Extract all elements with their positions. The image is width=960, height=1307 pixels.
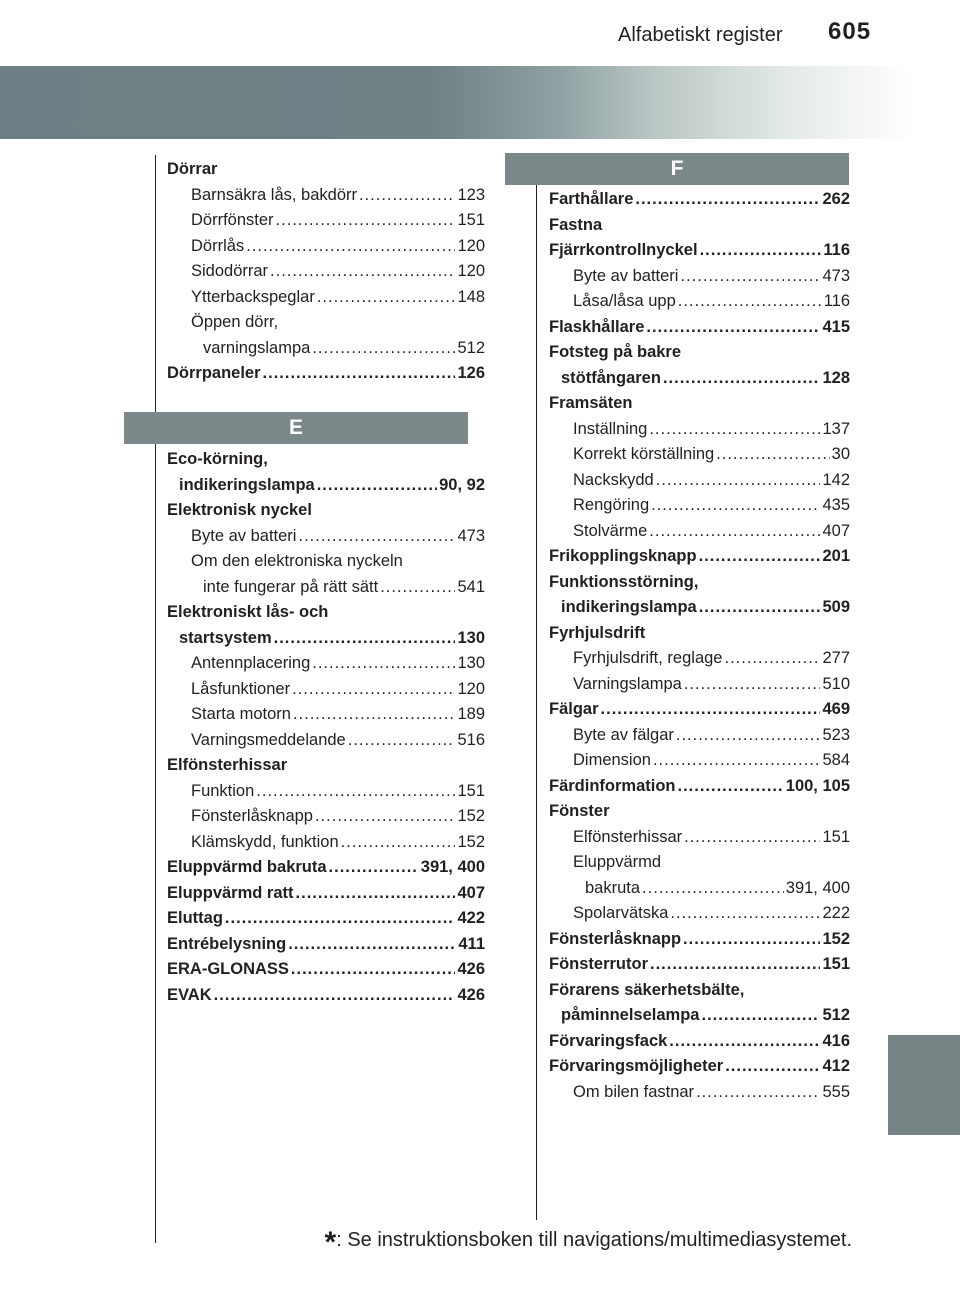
- entry-label: Låsa/låsa upp: [573, 292, 676, 310]
- index-entry: [549, 774, 850, 800]
- index-entry: [167, 234, 485, 260]
- leader-dots: [270, 259, 455, 285]
- index-entry: [167, 285, 485, 311]
- entry-page-number[interactable]: 130: [457, 628, 485, 647]
- index-column-right: [549, 187, 850, 1105]
- entry-page-number[interactable]: 523: [822, 725, 850, 744]
- entry-label: Låsfunktioner: [191, 679, 291, 698]
- leader-dots: [646, 315, 820, 341]
- left-column-rule: [155, 155, 156, 1243]
- entry-label: Korrekt körställning: [573, 445, 715, 463]
- index-entry: [549, 1003, 850, 1029]
- entry-page-number[interactable]: 391, 400: [785, 878, 850, 897]
- entry-page-number[interactable]: 426: [457, 985, 485, 1004]
- leader-dots: [678, 289, 822, 315]
- entry-page-number[interactable]: 391, 400: [420, 858, 485, 876]
- leader-dots: [246, 234, 455, 260]
- entry-page-number[interactable]: 120: [457, 262, 485, 280]
- entry-page-number[interactable]: 510: [822, 674, 850, 693]
- index-entry: [167, 310, 485, 336]
- leader-dots: [678, 774, 784, 800]
- entry-label: Klämskydd, funktion: [191, 832, 339, 851]
- leader-dots: [292, 677, 455, 703]
- entry-page-number[interactable]: 516: [457, 730, 485, 749]
- index-entry: [549, 570, 850, 596]
- entry-label: Funktionsstörning,: [549, 572, 699, 591]
- entry-label: Stolvärme: [573, 521, 648, 540]
- entry-label: Fyrhjulsdrift: [549, 623, 646, 642]
- entry-label: indikeringslampa: [179, 475, 315, 494]
- leader-dots: [680, 264, 820, 290]
- entry-label: Eluttag: [167, 909, 223, 927]
- index-entry: [549, 1054, 850, 1080]
- entry-label: Barnsäkra lås, bakdörr: [191, 185, 357, 204]
- leader-dots: [263, 361, 456, 387]
- leader-dots: [700, 238, 822, 264]
- index-entry: [167, 677, 485, 703]
- entry-page-number[interactable]: 469: [822, 700, 850, 718]
- index-entry: [167, 932, 485, 958]
- entry-label: Eluppvärmd ratt: [167, 883, 294, 902]
- leader-dots: [725, 1054, 820, 1080]
- right-column-rule: [536, 155, 537, 1220]
- index-entry: [167, 336, 485, 362]
- entry-label: Eluppvärmd: [573, 853, 662, 871]
- entry-label: Inställning: [573, 419, 648, 438]
- leader-dots: [699, 544, 821, 570]
- index-entry: [167, 524, 485, 550]
- index-entry: [549, 442, 850, 468]
- entry-page-number[interactable]: 407: [457, 883, 485, 902]
- entry-page-number[interactable]: 584: [822, 751, 850, 769]
- index-entry: [549, 1080, 850, 1106]
- index-entry: [549, 213, 850, 239]
- entry-label: Starta motorn: [191, 705, 291, 723]
- index-entry: [549, 366, 850, 392]
- entry-page-number[interactable]: 412: [822, 1057, 850, 1075]
- index-entry: [549, 825, 850, 851]
- leader-dots: [380, 575, 455, 601]
- section-header-f: [505, 153, 849, 185]
- index-entry: [549, 264, 850, 290]
- leader-dots: [635, 187, 820, 213]
- index-entry: [167, 983, 485, 1009]
- entry-label: Fönster: [549, 802, 610, 820]
- header-band: [0, 66, 960, 139]
- entry-page-number[interactable]: 116: [823, 241, 850, 259]
- index-entry: [549, 672, 850, 698]
- leader-dots: [341, 830, 456, 856]
- entry-label: Dörrar: [167, 160, 218, 178]
- footnote-text: : Se instruktionsboken till navigations/multimediasystemet.: [336, 1229, 852, 1251]
- entry-label: Sidodörrar: [191, 262, 269, 280]
- entry-label: Förvaringsmöjligheter: [549, 1057, 724, 1075]
- entry-page-number[interactable]: 151: [822, 955, 850, 973]
- entry-page-number[interactable]: 120: [457, 679, 485, 698]
- chapter-side-tab: [888, 1035, 960, 1135]
- section-letter: E: [288, 416, 303, 439]
- entry-label: Entrébelysning: [167, 934, 287, 953]
- index-entry: [549, 978, 850, 1004]
- entry-label: Byte av batteri: [191, 526, 297, 545]
- index-entry: [549, 544, 850, 570]
- entry-page-number[interactable]: 152: [822, 929, 850, 948]
- entry-label: Frikopplingsknapp: [549, 547, 697, 565]
- index-entry: [549, 519, 850, 545]
- entry-label: Dörrfönster: [191, 211, 274, 229]
- leader-dots: [701, 1003, 820, 1029]
- index-entry: [167, 600, 485, 626]
- entry-label: Om bilen fastnar: [573, 1082, 695, 1101]
- entry-page-number[interactable]: 407: [822, 521, 850, 540]
- entry-label: varningslampa: [203, 338, 311, 357]
- leader-dots: [312, 336, 455, 362]
- entry-page-number[interactable]: 415: [822, 317, 850, 336]
- entry-label: bakruta: [585, 878, 641, 897]
- entry-label: Byte av batteri: [573, 266, 679, 285]
- entry-label: Dörrlås: [191, 236, 245, 255]
- entry-page-number[interactable]: 151: [457, 211, 485, 229]
- entry-label: inte fungerar på rätt sätt: [203, 577, 379, 596]
- leader-dots: [724, 646, 820, 672]
- entry-page-number[interactable]: 411: [458, 934, 485, 953]
- entry-label: Elektroniskt lås- och: [167, 603, 329, 621]
- leader-dots: [649, 519, 820, 545]
- footnote: [325, 1226, 852, 1260]
- entry-label: Fastna: [549, 215, 603, 234]
- leader-dots: [684, 672, 821, 698]
- entry-page-number[interactable]: 426: [457, 960, 485, 978]
- index-entry: [167, 702, 485, 728]
- index-entry: [549, 799, 850, 825]
- index-column-left-e: [167, 447, 485, 1008]
- entry-page-number[interactable]: 126: [457, 364, 485, 382]
- index-entry: [549, 187, 850, 213]
- leader-dots: [225, 906, 456, 932]
- index-entry: [549, 952, 850, 978]
- leader-dots: [291, 957, 456, 983]
- entry-label: startsystem: [179, 628, 272, 647]
- entry-label: Eco-körning,: [167, 450, 268, 468]
- entry-label: Fönsterrutor: [549, 955, 648, 973]
- entry-page-number[interactable]: 152: [457, 832, 485, 851]
- index-column-left: [167, 157, 485, 387]
- entry-page-number[interactable]: 512: [457, 338, 485, 357]
- index-entry: [167, 575, 485, 601]
- leader-dots: [312, 651, 455, 677]
- leader-dots: [642, 876, 784, 902]
- index-entry: [549, 646, 850, 672]
- entry-page-number[interactable]: 416: [822, 1031, 850, 1050]
- entry-label: Elfönsterhissar: [167, 756, 288, 774]
- index-entry: [549, 493, 850, 519]
- entry-label: Ytterbackspeglar: [191, 287, 315, 306]
- leader-dots: [684, 825, 820, 851]
- entry-label: Antennplacering: [191, 654, 311, 672]
- entry-label: stötfångaren: [561, 368, 661, 387]
- entry-page-number[interactable]: 152: [457, 807, 485, 825]
- entry-page-number[interactable]: 555: [822, 1082, 850, 1101]
- index-entry: [167, 549, 485, 575]
- leader-dots: [274, 626, 456, 652]
- index-entry: [167, 473, 485, 499]
- index-entry: [167, 447, 485, 473]
- entry-page-number[interactable]: 148: [457, 287, 485, 306]
- index-entry: [167, 881, 485, 907]
- index-entry: [167, 753, 485, 779]
- entry-page-number[interactable]: 120: [457, 236, 485, 255]
- entry-label: Färdinformation: [549, 776, 676, 795]
- entry-page-number[interactable]: 151: [457, 781, 485, 800]
- index-entry: [167, 183, 485, 209]
- section-letter: F: [670, 157, 684, 180]
- leader-dots: [359, 183, 455, 209]
- leader-dots: [656, 468, 821, 494]
- leader-dots: [651, 493, 820, 519]
- entry-label: ERA-GLONASS: [167, 960, 289, 978]
- index-entry: [167, 779, 485, 805]
- entry-label: påminnelselampa: [561, 1006, 700, 1024]
- section-header-e: [124, 412, 468, 444]
- index-entry: [549, 595, 850, 621]
- index-entry: [167, 830, 485, 856]
- entry-page-number[interactable]: 130: [457, 654, 485, 672]
- entry-page-number[interactable]: 123: [457, 185, 485, 204]
- entry-page-number[interactable]: 422: [457, 909, 485, 927]
- entry-label: Fönsterlåsknapp: [549, 929, 682, 948]
- index-entry: [167, 259, 485, 285]
- leader-dots: [663, 366, 821, 392]
- entry-label: Nackskydd: [573, 470, 654, 489]
- index-entry: [549, 876, 850, 902]
- entry-label: Eluppvärmd bakruta: [167, 858, 327, 876]
- entry-page-number[interactable]: 435: [822, 496, 850, 514]
- index-entry: [549, 748, 850, 774]
- entry-page-number[interactable]: 142: [822, 470, 850, 489]
- leader-dots: [329, 855, 419, 881]
- index-entry: [549, 391, 850, 417]
- entry-label: Elektronisk nyckel: [167, 501, 312, 519]
- leader-dots: [669, 1029, 820, 1055]
- entry-label: Framsäten: [549, 394, 633, 412]
- leader-dots: [699, 595, 821, 621]
- index-entry: [167, 157, 485, 183]
- leader-dots: [296, 881, 456, 907]
- entry-label: EVAK: [167, 985, 212, 1004]
- leader-dots: [298, 524, 455, 550]
- leader-dots: [276, 208, 456, 234]
- leader-dots: [716, 442, 829, 468]
- entry-label: Funktion: [191, 781, 255, 800]
- entry-label: Dörrpaneler: [167, 364, 261, 382]
- index-entry: [167, 651, 485, 677]
- index-entry: [167, 957, 485, 983]
- leader-dots: [670, 901, 820, 927]
- entry-label: Farthållare: [549, 190, 634, 208]
- index-entry: [549, 697, 850, 723]
- leader-dots: [696, 1080, 820, 1106]
- entry-page-number[interactable]: 277: [822, 649, 850, 667]
- entry-page-number[interactable]: 151: [822, 827, 850, 846]
- entry-page-number[interactable]: 137: [822, 419, 850, 438]
- index-entry: [549, 315, 850, 341]
- index-entry: [167, 728, 485, 754]
- entry-label: Flaskhållare: [549, 317, 645, 336]
- entry-label: Rengöring: [573, 496, 650, 514]
- index-entry: [549, 340, 850, 366]
- entry-page-number[interactable]: 201: [822, 547, 850, 565]
- leader-dots: [293, 702, 456, 728]
- entry-label: Fönsterlåsknapp: [191, 807, 313, 825]
- index-entry: [549, 927, 850, 953]
- index-entry: [549, 901, 850, 927]
- entry-label: Förvaringsfack: [549, 1031, 668, 1050]
- entries-e: [167, 447, 485, 1008]
- leader-dots: [256, 779, 455, 805]
- entry-label: Om den elektroniska nyckeln: [191, 552, 403, 570]
- leader-dots: [650, 952, 820, 978]
- leader-dots: [683, 927, 820, 953]
- index-entry: [167, 855, 485, 881]
- entry-label: Fjärrkontrollnyckel: [549, 241, 698, 259]
- index-entry: [549, 417, 850, 443]
- entry-label: Varningslampa: [573, 674, 682, 693]
- entry-page-number[interactable]: 189: [457, 705, 485, 723]
- entry-page-number[interactable]: 222: [822, 904, 850, 922]
- leader-dots: [653, 748, 821, 774]
- entry-label: Varningsmeddelande: [191, 730, 346, 749]
- entries-f: [549, 187, 850, 1105]
- entry-label: Elfönsterhissar: [573, 827, 683, 846]
- page-number: 605: [828, 18, 872, 45]
- entry-page-number[interactable]: 128: [822, 368, 850, 387]
- entry-label: Dimension: [573, 751, 651, 769]
- entry-page-number[interactable]: 100, 105: [785, 776, 850, 795]
- entry-label: Förarens säkerhetsbälte,: [549, 980, 745, 999]
- leader-dots: [649, 417, 820, 443]
- index-entry: [167, 498, 485, 524]
- leader-dots: [214, 983, 456, 1009]
- index-entry: [549, 621, 850, 647]
- index-entry: [167, 361, 485, 387]
- footnote-star: *: [324, 1226, 337, 1259]
- entry-page-number[interactable]: 473: [822, 266, 850, 285]
- entry-label: Spolarvätska: [573, 904, 669, 922]
- entry-page-number[interactable]: 90, 92: [439, 475, 485, 494]
- entry-page-number[interactable]: 30: [831, 445, 850, 463]
- leader-dots: [315, 804, 455, 830]
- index-entry: [549, 1029, 850, 1055]
- entries-d-continued: [167, 157, 485, 387]
- leader-dots: [317, 285, 456, 311]
- index-entry: [549, 850, 850, 876]
- entry-label: Fyrhjulsdrift, reglage: [573, 649, 723, 667]
- leader-dots: [601, 697, 821, 723]
- index-entry: [167, 804, 485, 830]
- entry-page-number[interactable]: 509: [822, 598, 850, 616]
- entry-page-number[interactable]: 473: [457, 526, 485, 545]
- index-entry: [167, 626, 485, 652]
- leader-dots: [348, 728, 456, 754]
- entry-label: indikeringslampa: [561, 598, 697, 616]
- leader-dots: [676, 723, 821, 749]
- entry-page-number[interactable]: 541: [457, 577, 485, 596]
- entry-label: Fotsteg på bakre: [549, 343, 682, 361]
- leader-dots: [288, 932, 456, 958]
- entry-label: Öppen dörr,: [191, 313, 279, 331]
- header-title: Alfabetiskt register: [618, 24, 783, 46]
- index-entry: [167, 208, 485, 234]
- leader-dots: [317, 473, 437, 499]
- entry-page-number[interactable]: 262: [822, 190, 850, 208]
- entry-label: Fälgar: [549, 700, 599, 718]
- entry-page-number[interactable]: 116: [823, 292, 850, 310]
- index-entry: [549, 468, 850, 494]
- index-entry: [549, 238, 850, 264]
- index-entry: [549, 723, 850, 749]
- index-entry: [549, 289, 850, 315]
- entry-label: Byte av fälgar: [573, 725, 674, 744]
- index-entry: [167, 906, 485, 932]
- entry-page-number[interactable]: 512: [822, 1006, 850, 1024]
